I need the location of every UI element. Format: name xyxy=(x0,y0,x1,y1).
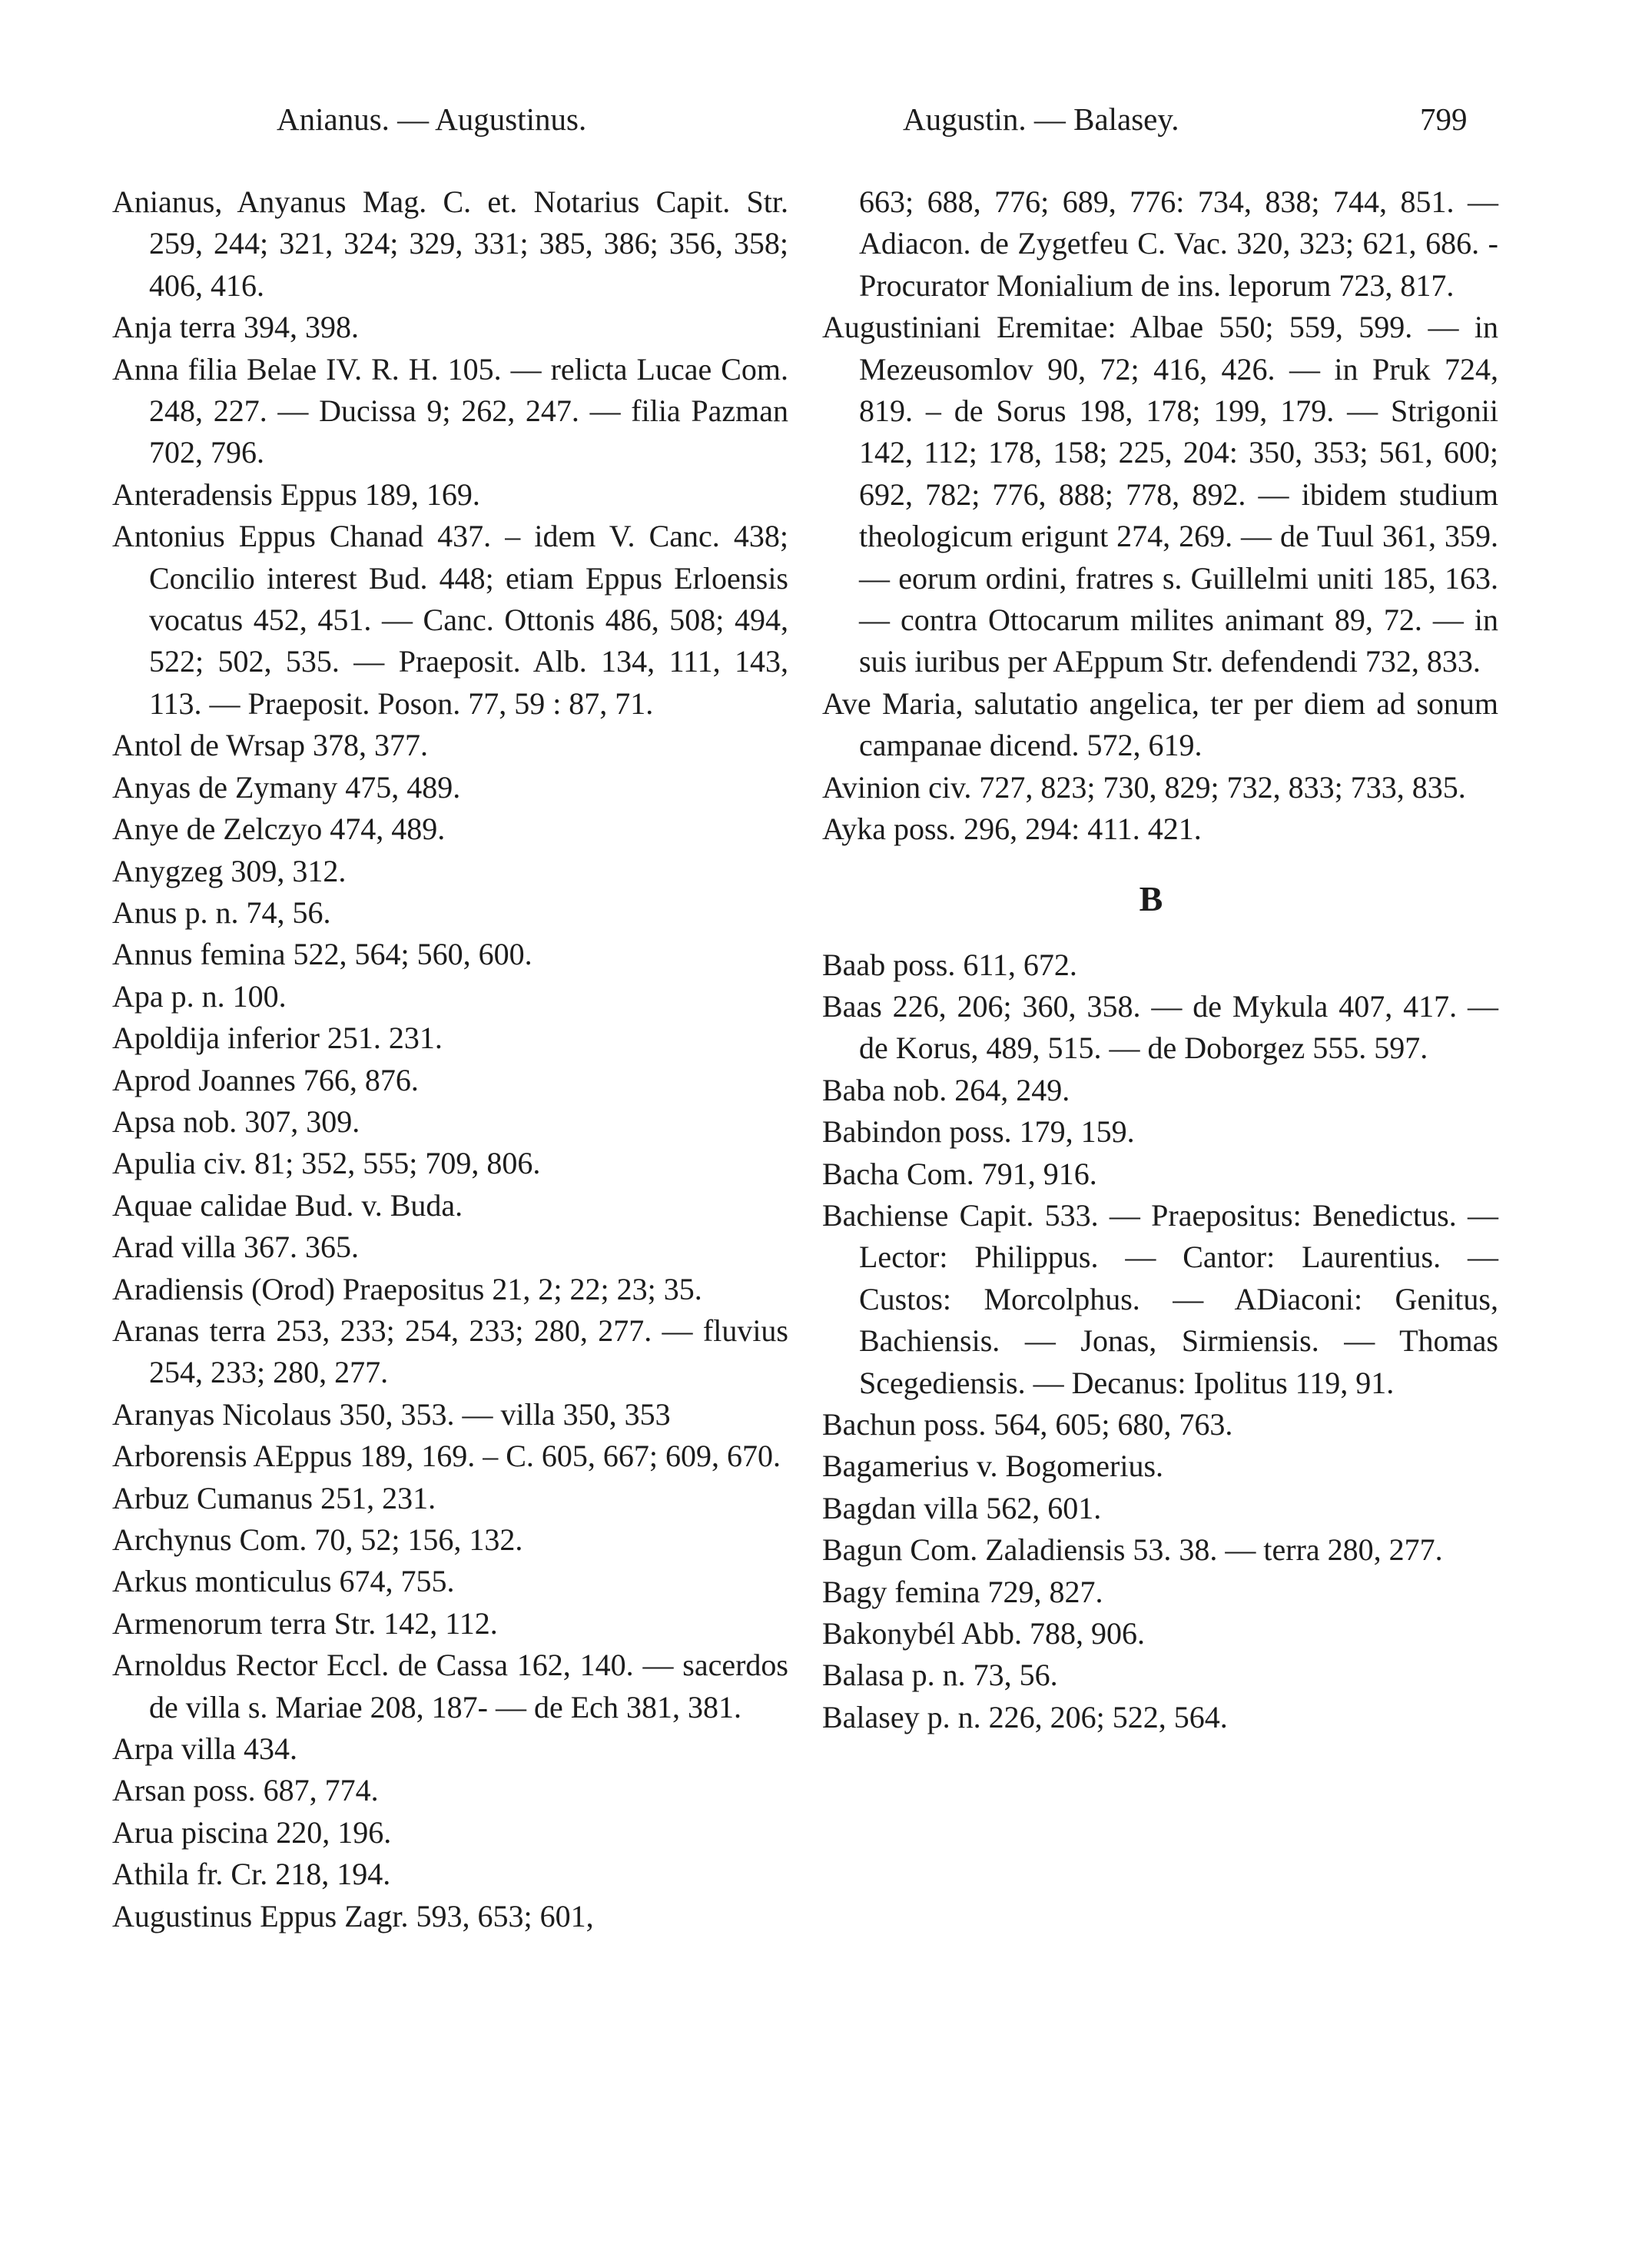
index-entry: Ave Maria, salutatio angelica, ter per diem ad sonum campanae dicend. 572, 619. xyxy=(822,685,1498,763)
index-entry: Bagy femina 729, 827. xyxy=(822,1574,1103,1609)
index-entry: Anygzeg 309, 312. xyxy=(112,853,347,888)
index-entry: Apulia civ. 81; 352, 555; 709, 806. xyxy=(112,1146,541,1181)
index-entry: Bagun Com. Zaladiensis 53. 38. — terra 280, 277. xyxy=(822,1532,1443,1568)
index-entry: Bagdan villa 562, 601. xyxy=(822,1490,1102,1525)
index-entry: Avinion civ. 727, 823; 730, 829; 732, 833; 733, 835. xyxy=(822,769,1466,805)
index-entry: Anyas de Zymany 475, 489. xyxy=(112,769,461,805)
index-entry: Annus femina 522, 564; 560, 600. xyxy=(112,937,532,972)
page-number: 799 xyxy=(1420,101,1468,137)
section-letter-heading: B xyxy=(1139,878,1163,918)
index-entry: Anianus, Anyanus Mag. C. et. Notarius Capit. Str. 259, 244; 321, 324; 329, 331; 385, 386; 356, 358; 406, 416. xyxy=(112,184,788,303)
index-entry: Anus p. n. 74, 56. xyxy=(112,895,331,930)
index-entry: Athila fr. Cr. 218, 194. xyxy=(112,1857,391,1892)
index-entry: Arbuz Cumanus 251, 231. xyxy=(112,1480,436,1515)
index-entry: Augustinus Eppus Zagr. 593, 653; 601, xyxy=(112,1898,594,1933)
index-entry: Aprod Joannes 766, 876. xyxy=(112,1062,419,1097)
index-entry: Archynus Com. 70, 52; 156, 132. xyxy=(112,1522,523,1557)
index-entry: Ayka poss. 296, 294: 411. 421. xyxy=(822,812,1202,847)
index-entry: Babindon poss. 179, 159. xyxy=(822,1114,1135,1150)
index-entry: Anna filia Belae IV. R. H. 105. — relicta Lucae Com. 248, 227. — Ducissa 9; 262, 247. — filia Pazman 702, 796. xyxy=(112,351,788,470)
index-entry: 663; 688, 776; 689, 776: 734, 838; 744, 851. — Adiacon. de Zygetfeu C. Vac. 320, 323; 621, 686. - Procurator Monialium de ins. leporum 723, 817. xyxy=(859,184,1498,303)
index-entry: Antonius Eppus Chanad 437. – idem V. Canc. 438; Concilio interest Bud. 448; etiam Eppus Erloensis vocatus 452, 451. — Canc. Ottonis 486, 508; 494, 522; 502, 535. — Praeposit. Alb. 134, 111, 143, 113. — Praeposit. Poson. 77, 59 : 87, 71. xyxy=(112,519,788,721)
left-column xyxy=(112,181,788,1937)
index-entry: Apoldija inferior 251. 231. xyxy=(112,1021,443,1056)
index-entry: Arsan poss. 687, 774. xyxy=(112,1773,379,1808)
index-entry: Arnoldus Rector Eccl. de Cassa 162, 140. — sacerdos de villa s. Mariae 208, 187- — de Ech 381, 381. xyxy=(112,1648,788,1724)
index-entry: Aradiensis (Orod) Praepositus 21, 2; 22; 23; 35. xyxy=(112,1271,702,1306)
running-head-left: Anianus. — Augustinus. xyxy=(277,101,587,137)
index-entry: Antol de Wrsap 378, 377. xyxy=(112,728,428,763)
index-entry: Aranyas Nicolaus 350, 353. — villa 350, 353 xyxy=(112,1396,671,1432)
index-entry: Anteradensis Eppus 189, 169. xyxy=(112,476,480,512)
running-head-right: Augustin. — Balasey. xyxy=(903,101,1179,137)
index-entry: Bachun poss. 564, 605; 680, 763. xyxy=(822,1406,1233,1442)
index-entry: Balasey p. n. 226, 206; 522, 564. xyxy=(822,1699,1228,1734)
index-entry: Augustiniani Eremitae: Albae 550; 559, 599. — in Mezeusomlov 90, 72; 416, 426. — in Pruk 724, 819. – de Sorus 198, 178; 199, 179. — Strigonii 142, 112; 178, 158; 225, 204: 350, 353; 561, 600; 692, 782; 776, 888; 778, 892. — ibidem studium theologicum erigunt 274, 269. — de Tuul 361, 359. — eorum ordini, fratres s. Guillelmi uniti 185, 163. — contra Ottocarum milites animant 89, 72. — in suis iuribus per AEppum Str. defendendi 732, 833. xyxy=(822,310,1498,679)
index-entry: Baas 226, 206; 360, 358. — de Mykula 407, 417. — de Korus, 489, 515. — de Doborgez 555. 597. xyxy=(822,988,1498,1066)
index-entry: Bakonybél Abb. 788, 906. xyxy=(822,1616,1145,1651)
index-entry: Aquae calidae Bud. v. Buda. xyxy=(112,1187,463,1223)
index-entry: Arpa villa 434. xyxy=(112,1731,298,1767)
index-entry: Baab poss. 611, 672. xyxy=(822,947,1077,982)
index-entry: Armenorum terra Str. 142, 112. xyxy=(112,1605,498,1641)
index-entry: Bachiense Capit. 533. — Praepositus: Benedictus. — Lector: Philippus. — Cantor: Laurentius. — Custos: Morcolphus. — ADiaconi: Genitus, Bachiensis. — Jonas, Sirmiensis. — Thomas Scegediensis. — Decanus: Ipolitus 119, 91. xyxy=(822,1197,1498,1400)
index-entry: Anja terra 394, 398. xyxy=(112,310,360,345)
index-entry: Anye de Zelczyo 474, 489. xyxy=(112,812,446,847)
index-entry: Baba nob. 264, 249. xyxy=(822,1072,1070,1107)
index-entry: Arad villa 367. 365. xyxy=(112,1230,360,1265)
index-entry: Bacha Com. 791, 916. xyxy=(822,1156,1097,1191)
index-entry: Arua piscina 220, 196. xyxy=(112,1814,392,1850)
index-entry: Arkus monticulus 674, 755. xyxy=(112,1564,455,1599)
index-entry: Arborensis AEppus 189, 169. – C. 605, 667; 609, 670. xyxy=(112,1439,781,1474)
right-column xyxy=(822,181,1498,1738)
right-column-b-entries xyxy=(822,944,1498,1739)
index-entry: Apa p. n. 100. xyxy=(112,978,287,1014)
index-entry: Balasa p. n. 73, 56. xyxy=(822,1658,1058,1693)
index-entry: Aranas terra 253, 233; 254, 233; 280, 277. — fluvius 254, 233; 280, 277. xyxy=(112,1313,788,1390)
index-entry: Bagamerius v. Bogomerius. xyxy=(822,1449,1164,1484)
right-column-a-entries xyxy=(822,181,1498,851)
index-entry: Apsa nob. 307, 309. xyxy=(112,1104,360,1139)
